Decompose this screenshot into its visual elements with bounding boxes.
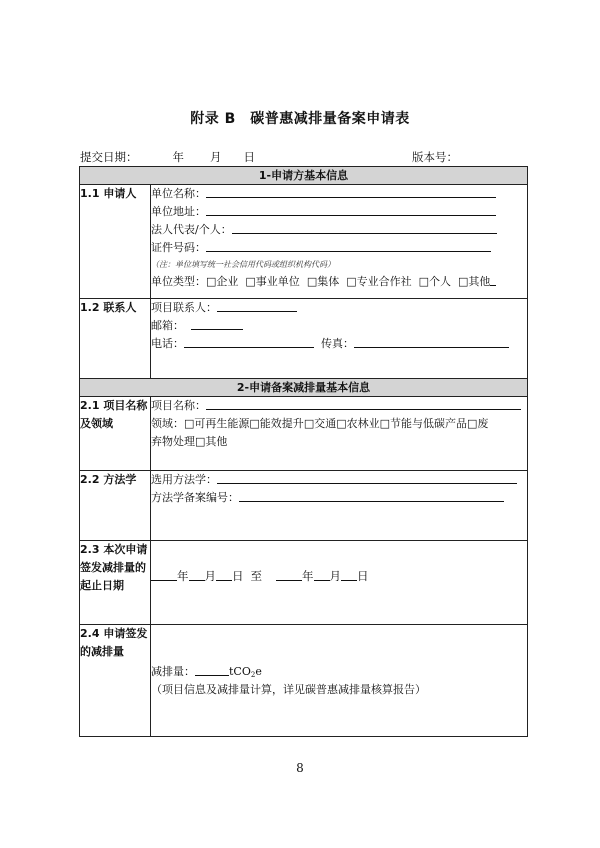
end-month-blank[interactable]	[314, 568, 330, 581]
start-month-label: 月	[204, 569, 216, 583]
end-year-blank[interactable]	[276, 568, 302, 581]
unit-name-label: 单位名称：	[151, 187, 206, 200]
period-label: 2.3 本次申请签发减排量的起止日期	[80, 541, 151, 625]
methodology-label: 2.2 方法学	[80, 471, 151, 541]
methodology-selected-label: 选用方法学：	[151, 473, 217, 486]
contact-fields	[151, 299, 528, 379]
methodology-selected-blank[interactable]	[217, 471, 517, 484]
methodology-record-blank[interactable]	[239, 489, 504, 502]
project-label: 2.1 项目名称及领域	[80, 397, 151, 471]
reduction-label: 2.4 申请签发的减排量	[80, 625, 151, 737]
form-title: 附录 B 碳普惠减排量备案申请表	[190, 111, 410, 127]
domain-efficiency-checkbox[interactable]: □能效提升	[249, 417, 304, 430]
project-row	[80, 397, 528, 471]
date-month[interactable]: 月	[210, 150, 222, 164]
reduction-amount-blank[interactable]	[195, 663, 229, 676]
fax-blank[interactable]	[354, 335, 509, 348]
end-year-label: 年	[302, 569, 314, 583]
legal-rep-label: 法人代表/个人：	[151, 223, 232, 236]
email-label: 邮箱：	[151, 319, 184, 332]
applicant-fields	[151, 185, 528, 299]
version-label[interactable]: 版本号：	[412, 150, 458, 164]
methodology-fields	[151, 471, 528, 541]
phone-fax-field[interactable]	[151, 335, 527, 353]
reduction-fields	[151, 625, 528, 737]
domain-label: 领域：	[151, 417, 184, 430]
reduction-unit-suffix: e	[255, 664, 262, 678]
unit-type-other-blank[interactable]	[490, 273, 496, 286]
period-dates[interactable]	[151, 567, 527, 585]
legal-rep-field[interactable]	[151, 221, 527, 239]
project-domain-field	[151, 415, 527, 433]
unit-type-other-checkbox[interactable]: □其他	[458, 275, 491, 288]
date-label: 提交日期：	[80, 150, 138, 164]
period-to-label: 至	[250, 569, 262, 583]
email-field[interactable]	[151, 317, 527, 335]
methodology-row	[80, 471, 528, 541]
reduction-note: （项目信息及减排量计算，详见碳普惠减排量核算报告）	[151, 682, 426, 696]
unit-name-blank[interactable]	[206, 185, 496, 198]
end-month-label: 月	[329, 569, 341, 583]
section1-heading: 1-申请方基本信息	[80, 167, 528, 185]
domain-waste-checkbox[interactable]: □废	[467, 417, 489, 430]
id-number-field[interactable]	[151, 239, 527, 257]
start-year-label: 年	[177, 569, 189, 583]
project-name-label: 项目名称：	[151, 399, 206, 412]
page-number: 8	[296, 761, 304, 775]
domain-other-checkbox[interactable]: □其他	[195, 435, 228, 448]
contact-label: 1.2 联系人	[80, 299, 151, 379]
unit-type-cooperative-checkbox[interactable]: □专业合作社	[346, 275, 412, 288]
project-name-field[interactable]	[151, 397, 527, 415]
section2-heading: 2-申请备案减排量基本信息	[80, 379, 528, 397]
domain-low-carbon-products-checkbox[interactable]: □节能与低碳产品	[379, 417, 468, 430]
methodology-selected-field[interactable]	[151, 471, 527, 489]
unit-type-enterprise-checkbox[interactable]: □企业	[206, 275, 239, 288]
unit-type-institution-checkbox[interactable]: □事业单位	[245, 275, 300, 288]
reduction-amount-label: 减排量：	[151, 664, 195, 678]
end-day-label: 日	[357, 569, 369, 583]
submission-date	[80, 149, 255, 165]
unit-address-field[interactable]	[151, 203, 527, 221]
applicant-row	[80, 185, 528, 299]
reduction-row	[80, 625, 528, 737]
methodology-record-field[interactable]	[151, 489, 527, 507]
project-domain-field-line2	[151, 433, 527, 451]
contact-person-blank[interactable]	[217, 299, 297, 312]
start-month-blank[interactable]	[189, 568, 205, 581]
id-number-label: 证件号码：	[151, 241, 206, 254]
date-year[interactable]: 年	[172, 150, 184, 164]
unit-address-label: 单位地址：	[151, 205, 206, 218]
contact-row	[80, 299, 528, 379]
period-fields	[151, 541, 528, 625]
id-number-blank[interactable]	[206, 239, 491, 252]
domain-agroforestry-checkbox[interactable]: □农林业	[336, 417, 380, 430]
project-fields	[151, 397, 528, 471]
domain-waste-continued: 弃物处理	[151, 435, 195, 448]
start-year-blank[interactable]	[151, 568, 177, 581]
unit-type-label: 单位类型：	[151, 275, 206, 288]
section2-header-row	[80, 379, 528, 397]
start-day-blank[interactable]	[216, 568, 232, 581]
methodology-record-label: 方法学备案编号：	[151, 491, 239, 504]
project-name-blank[interactable]	[206, 397, 521, 410]
unit-address-blank[interactable]	[206, 203, 496, 216]
fax-label: 传真：	[321, 337, 354, 350]
application-form-table	[79, 166, 528, 737]
contact-person-label: 项目联系人：	[151, 301, 217, 314]
unit-type-field	[151, 273, 527, 291]
unit-type-individual-checkbox[interactable]: □个人	[418, 275, 452, 288]
unit-name-field[interactable]	[151, 185, 527, 203]
period-row	[80, 541, 528, 625]
reduction-amount-field[interactable]	[151, 663, 527, 681]
date-day[interactable]: 日	[243, 150, 255, 164]
domain-renewable-checkbox[interactable]: □可再生能源	[184, 417, 250, 430]
unit-type-collective-checkbox[interactable]: □集体	[306, 275, 340, 288]
email-blank[interactable]	[191, 317, 243, 330]
contact-person-field[interactable]	[151, 299, 527, 317]
end-day-blank[interactable]	[341, 568, 357, 581]
start-day-label: 日	[232, 569, 244, 583]
phone-label: 电话：	[151, 337, 184, 350]
reduction-unit-prefix: tCO	[229, 664, 251, 678]
domain-transport-checkbox[interactable]: □交通	[303, 417, 337, 430]
section1-header-row	[80, 167, 528, 185]
reduction-unit-subscript: 2	[250, 670, 256, 679]
id-note: （注：单位填写统一社会信用代码或组织机构代码）	[151, 260, 335, 269]
phone-blank[interactable]	[184, 335, 314, 348]
applicant-label: 1.1 申请人	[80, 185, 151, 299]
legal-rep-blank[interactable]	[232, 221, 497, 234]
